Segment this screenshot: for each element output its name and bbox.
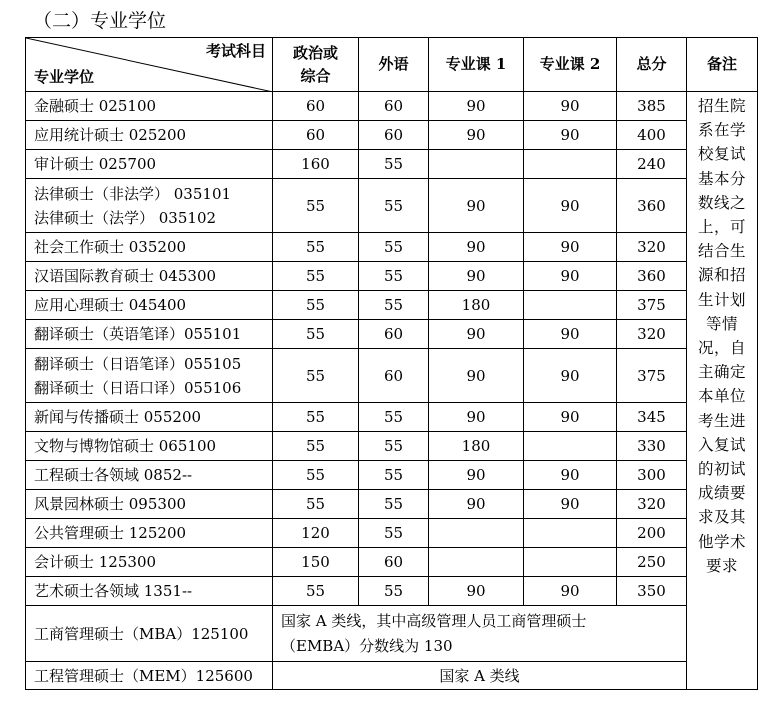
language-score: 60 (359, 92, 429, 121)
language-score: 55 (359, 461, 429, 490)
mba-cutoff-text (273, 606, 687, 662)
major1-score: 90 (429, 179, 524, 233)
total-score: 345 (617, 403, 687, 432)
total-score: 320 (617, 320, 687, 349)
language-score: 55 (359, 291, 429, 320)
major2-score (524, 519, 617, 548)
major1-score: 90 (429, 577, 524, 606)
language-score: 55 (359, 262, 429, 291)
major1-score (429, 150, 524, 179)
degree-name-line1: 法律硕士（非法学） 035101 (34, 184, 232, 203)
degree-name: 工程硕士各领域 0852-- (26, 461, 273, 490)
language-score: 55 (359, 490, 429, 519)
major2-score (524, 150, 617, 179)
degree-name: 艺术硕士各领域 1351-- (26, 577, 273, 606)
table-row-mba (26, 606, 758, 662)
degree-name: 工程管理硕士（MEM）125600 (26, 662, 273, 690)
major2-score: 90 (524, 320, 617, 349)
degree-name (26, 179, 273, 233)
total-score: 385 (617, 92, 687, 121)
header-degree: 专业学位 (34, 68, 95, 86)
language-score: 55 (359, 432, 429, 461)
politics-score: 55 (273, 577, 359, 606)
politics-score: 55 (273, 403, 359, 432)
degree-name: 翻译硕士（英语笔译）055101 (26, 320, 273, 349)
politics-score: 55 (273, 291, 359, 320)
header-exam-subjects: 考试科目 (205, 42, 266, 60)
total-score: 240 (617, 150, 687, 179)
major2-score: 90 (524, 121, 617, 150)
score-table (25, 37, 758, 690)
table-row (26, 92, 758, 121)
table-row (26, 403, 758, 432)
table-row (26, 150, 758, 179)
degree-name-line1: 翻译硕士（日语笔译）055105 (34, 354, 242, 373)
total-score: 360 (617, 262, 687, 291)
total-score: 330 (617, 432, 687, 461)
major1-score: 90 (429, 403, 524, 432)
language-score: 55 (359, 150, 429, 179)
politics-score: 55 (273, 320, 359, 349)
major1-score (429, 548, 524, 577)
degree-name: 风景园林硕士 095300 (26, 490, 273, 519)
language-score: 60 (359, 548, 429, 577)
total-score: 300 (617, 461, 687, 490)
language-score: 60 (359, 349, 429, 403)
degree-name-line2: 法律硕士（法学） 035102 (34, 208, 217, 227)
table-row (26, 490, 758, 519)
major2-score: 90 (524, 179, 617, 233)
table-row (26, 548, 758, 577)
language-score: 60 (359, 320, 429, 349)
major2-score: 90 (524, 349, 617, 403)
table-row (26, 262, 758, 291)
diagonal-header-cell (26, 38, 273, 92)
total-score: 375 (617, 291, 687, 320)
language-score: 55 (359, 577, 429, 606)
major1-score (429, 519, 524, 548)
major1-score: 90 (429, 349, 524, 403)
table-row (26, 519, 758, 548)
note-text: 招生院系在学校复试基本分数线之上，可结合生源和招生计划等情况，自主确定本单位考生进入复试的初试成绩要求及其他学术要求 (697, 97, 746, 575)
politics-score: 60 (273, 92, 359, 121)
total-score: 200 (617, 519, 687, 548)
politics-score: 160 (273, 150, 359, 179)
table-row (26, 577, 758, 606)
major1-score: 180 (429, 432, 524, 461)
header-total: 总分 (617, 38, 687, 92)
language-score: 55 (359, 179, 429, 233)
major2-score: 90 (524, 461, 617, 490)
degree-name: 公共管理硕士 125200 (26, 519, 273, 548)
major2-score (524, 432, 617, 461)
politics-score: 55 (273, 490, 359, 519)
total-score: 320 (617, 233, 687, 262)
language-score: 55 (359, 403, 429, 432)
table-row (26, 121, 758, 150)
degree-name (26, 349, 273, 403)
total-score: 250 (617, 548, 687, 577)
degree-name: 社会工作硕士 035200 (26, 233, 273, 262)
total-score: 375 (617, 349, 687, 403)
major1-score: 90 (429, 490, 524, 519)
major2-score (524, 291, 617, 320)
major1-score: 90 (429, 92, 524, 121)
total-score: 360 (617, 179, 687, 233)
table-row (26, 349, 758, 403)
table-row (26, 320, 758, 349)
degree-name: 会计硕士 125300 (26, 548, 273, 577)
language-score: 55 (359, 519, 429, 548)
header-foreign-language: 外语 (359, 38, 429, 92)
table-row-mem (26, 662, 758, 690)
degree-name: 金融硕士 025100 (26, 92, 273, 121)
major1-score: 90 (429, 233, 524, 262)
header-major-1: 专业课 1 (429, 38, 524, 92)
major2-score: 90 (524, 490, 617, 519)
language-score: 60 (359, 121, 429, 150)
section-title: （二）专业学位 (33, 10, 167, 32)
table-row (26, 461, 758, 490)
politics-score: 150 (273, 548, 359, 577)
politics-score: 120 (273, 519, 359, 548)
major2-score: 90 (524, 577, 617, 606)
major1-score: 90 (429, 320, 524, 349)
degree-name: 新闻与传播硕士 055200 (26, 403, 273, 432)
major1-score: 90 (429, 121, 524, 150)
politics-score: 55 (273, 432, 359, 461)
mba-cutoff-line1: 国家 A 类线，其中高级管理人员工商管理硕士 (281, 611, 587, 630)
politics-score: 55 (273, 349, 359, 403)
header-politics: 政治或综合 (273, 38, 359, 92)
header-major-2: 专业课 2 (524, 38, 617, 92)
degree-name: 汉语国际教育硕士 045300 (26, 262, 273, 291)
degree-name: 工商管理硕士（MBA）125100 (26, 606, 273, 662)
degree-name: 文物与博物馆硕士 065100 (26, 432, 273, 461)
degree-name: 应用心理硕士 045400 (26, 291, 273, 320)
major2-score: 90 (524, 233, 617, 262)
table-row (26, 233, 758, 262)
politics-score: 55 (273, 461, 359, 490)
table-row (26, 432, 758, 461)
total-score: 350 (617, 577, 687, 606)
major1-score: 90 (429, 461, 524, 490)
politics-score: 55 (273, 233, 359, 262)
mem-cutoff-text: 国家 A 类线 (273, 662, 687, 690)
degree-name: 应用统计硕士 025200 (26, 121, 273, 150)
header-row (26, 38, 758, 92)
total-score: 400 (617, 121, 687, 150)
major2-score (524, 548, 617, 577)
language-score: 55 (359, 233, 429, 262)
politics-score: 60 (273, 121, 359, 150)
degree-name: 审计硕士 025700 (26, 150, 273, 179)
major1-score: 90 (429, 262, 524, 291)
major2-score: 90 (524, 403, 617, 432)
total-score: 320 (617, 490, 687, 519)
header-note: 备注 (687, 38, 758, 92)
mba-cutoff-line2: （EMBA）分数线为 130 (281, 636, 453, 655)
major1-score: 180 (429, 291, 524, 320)
politics-score: 55 (273, 179, 359, 233)
table-row (26, 179, 758, 233)
major2-score: 90 (524, 262, 617, 291)
major2-score: 90 (524, 92, 617, 121)
table-row (26, 291, 758, 320)
degree-name-line2: 翻译硕士（日语口译）055106 (34, 378, 242, 397)
politics-score: 55 (273, 262, 359, 291)
note-cell (687, 92, 758, 690)
